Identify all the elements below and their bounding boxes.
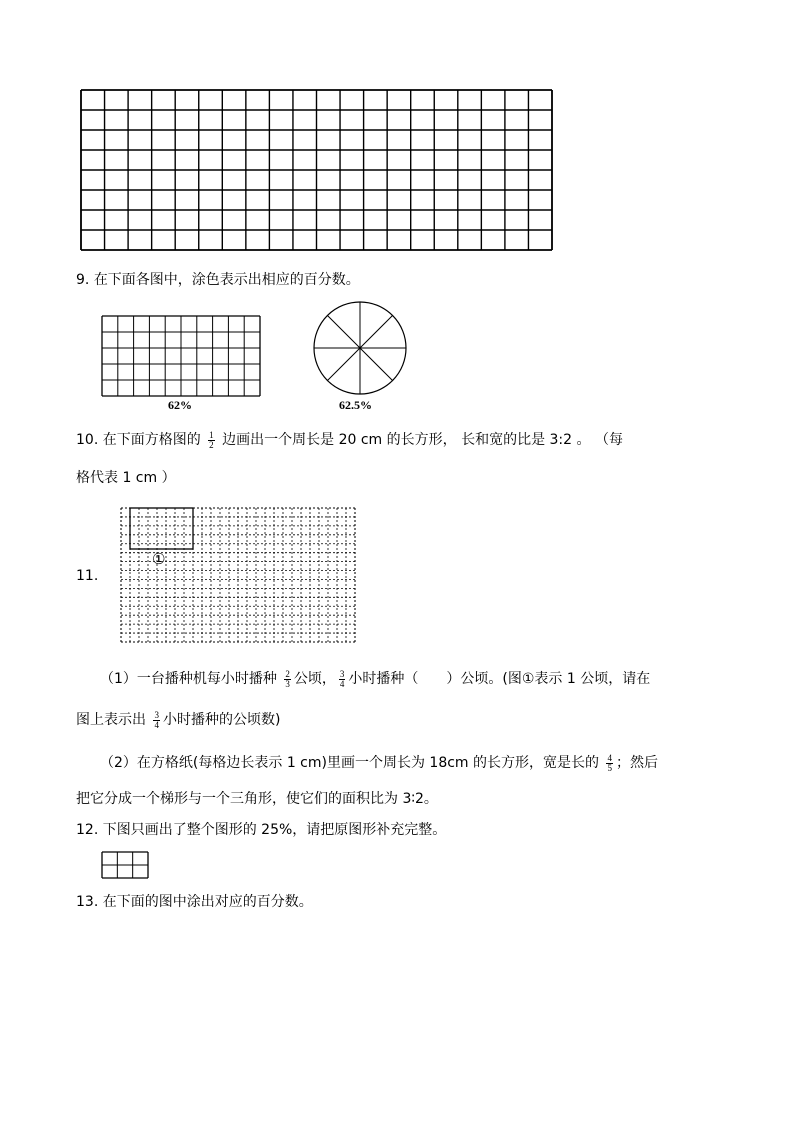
question-9-number: 9. [76,272,90,288]
fraction-num: 3 [339,668,345,679]
question-11-number: 11. [76,568,99,584]
fraction-den: 4 [339,678,345,689]
question-10-text-a: 在下面方格图的 [102,432,201,448]
marker-circled-one: ① [152,550,166,568]
question-12-text: 下图只画出了整个图形的 25%，请把原图形补充完整。 [102,822,447,838]
p1-text-c: 小时播种（ ）公顷。(图①表示 1 公顷，请在 [348,671,651,687]
question-12-number: 12. [76,822,99,838]
fraction-den: 3 [285,678,290,689]
p1-text-d: 图上表示出 [76,712,146,728]
fraction-num: 4 [607,752,612,763]
p2-text-a: （2）在方格纸(每格边长表示 1 cm)里画一个周长为 18cm 的长方形，宽是长的 [100,755,600,771]
question-13-text: 在下面的图中涂出对应的百分数。 [102,894,313,910]
fraction-den: 2 [209,439,214,450]
circle-caption: 62.5% [339,398,372,412]
p1-text-e: 小时播种的公顷数) [162,712,281,728]
p1-text-a: （1）一台播种机每小时播种 [100,671,277,687]
question-10-text-b: 边画出一个周长是 20 cm 的长方形， 长和宽的比是 3:2 。 （每 [222,432,623,448]
question-10-number: 10. [76,432,99,448]
question-9-text: 在下面各图中，涂色表示出相应的百分数。 [93,272,360,288]
fraction-num: 3 [154,709,159,720]
question-13 [76,892,313,912]
question-11-part2-line2: 把它分成一个梯形与一个三角形，使它们的面积比为 3∶2。 [76,791,438,807]
p2-text-b: ；然后 [615,755,658,771]
question-13-number: 13. [76,894,99,910]
fraction-num: 1 [209,429,214,440]
fraction-den: 5 [607,762,612,773]
fraction-num: 2 [285,668,290,679]
question-10-line2: 格代表 1 cm ） [76,470,176,486]
p1-text-b: 公顷， [293,671,336,687]
rect-caption: 62% [168,398,192,412]
fraction-den: 4 [154,719,159,730]
